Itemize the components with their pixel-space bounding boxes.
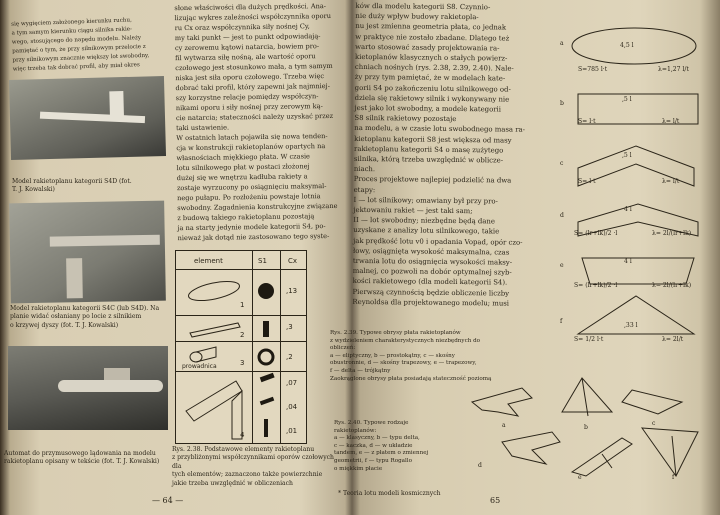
row-number: 1 [240,301,245,309]
plane-sketch-b [562,378,612,416]
plane-label: a [502,422,506,429]
photo3-caption: Automat do przymusowego lądowania na modelu rakietoplanu opisany w tekście (fot. T. J. Kowalski) [4,450,160,466]
row-number: 4 [240,431,245,439]
page-number-left: — 64 — [152,496,184,505]
model-fin [109,91,124,121]
wing-dim: ,33 l [624,322,638,329]
wing-formula: S= (lr+lk)/2 ·l [574,230,618,237]
plane-sketch-f [642,428,698,476]
rocket-plane-types-figure [462,372,702,484]
table-header-s1: S1 [258,257,267,265]
wing-label: f [560,318,563,325]
wing-formula: λ= 2l/(lr+lk) [652,230,692,237]
cx-value: ,13 [286,287,298,295]
model-wing [40,112,145,124]
wing-formula: S=785 l·t [578,66,608,73]
table-caption: Rys. 2.38. Podstawowe elementy rakietoplanu z przybliżonymi współczynnikami oporów czołowych dla tych elementów; zaznaczono także powierzchnie jakie trzeba uwzględnić w obliczeniach [172,446,334,487]
guide-tube-sketch [196,347,216,362]
nose-cone-sketch [187,278,241,304]
left-column-text: słone właściwości dla dużych prędkości. Ana- lizując wykres zależności współczynnika oporu ru Cx oraz współczynnika siły nośnej Cy, my taki punkt — jest to punkt odpowiadają- cy zerowemu kątowi natarcia, bowiem pro- fil wytwarza siłę nośną, ale wartość oporu czołowego jest stosunkowo mała, a tym samym niska jest siła oporu czołowego. Trzeba więc dobrać taki profil, który zapewni jak najmniej- szy korzystne relacje pomiędzy współczyn- nikami oporu i siły nośnej przy zerowym ką- cie natarcia; stateczności należy uzyskać przez taki ustawienie. W ostatnich latach pojawiła się nowa tenden- cja w konstrukcji rakietoplanów opartych na własnościach miękkiego płata. W czasie lotu silnikowego płat w postaci złożonej dużej się we wnętrzu kadłuba rakiety a zostaje wyrzucony po osiągnięciu maksymal- nego pułapu. Po rozłożeniu powstaje lotnia swobodny. Zagadnienia konstrukcyjne związane z budową takiego rakietoplanu pozostają ja na starty jedynie modele kategorii S4, po- nieważ jak dotąd nie zastosowano tego syste- [174,2,338,243]
photo-model-s4d [9,76,166,160]
plane-label: e [578,474,582,481]
fuselage-sketch [190,323,240,337]
page-number-right: 65 [490,496,501,505]
drag-coefficient-table [175,250,307,444]
label-prowadnica: prowadnica [182,363,217,370]
s1-slab-1 [260,373,275,382]
row-number: 2 [240,331,245,339]
plane-label: d [478,462,482,469]
fig239-caption: Rys. 2.39. Typowe obrysy płata rakietoplanów z wydzieleniem charakterystycznych niezbędnych do obliczeń: a — eliptyczny, b — prostokątny, c — skośny obustronnie, d — skośny trapezowy, e — trapezowy, f — delta — trójkątny Zaokrąglone obrysy płata posiadają stateczność poziomą [330,330,492,382]
wing-elliptic [572,28,696,64]
s1-circle-filled [258,283,274,299]
plane-label: b [584,424,588,431]
wing-label: e [560,262,564,269]
wing-formula: λ= l/t [662,118,680,125]
fig240-caption: Rys. 2.40. Typowe rodzaje rakietoplanów: a — klasyczny, b — typu delta, c — kaczka, d — w układzie tandem, e — z płatem o zmiennej geometrii, f — typu Rogallo o miękkim płacie [334,420,429,472]
wing-formula: λ= l/t [662,178,680,185]
plane-sketch-a [472,388,532,416]
s1-bar [263,321,269,337]
photo-model-s4c [9,201,166,304]
model-body [50,235,160,247]
wing-formula: S= l·t [578,118,596,125]
wing-label: b [560,100,564,107]
right-page [330,0,720,515]
wing-formula: λ= 2l/(lr+lk) [652,282,692,289]
plane-label: f [672,474,675,481]
s1-ring [259,350,273,364]
wing-label: a [560,40,564,47]
wing-dim: 4 l [624,206,632,213]
wing-label: d [560,212,564,219]
wing-dim: ,5 l [622,96,632,103]
wing-formula: λ= 2l/t [662,336,684,343]
s1-slab-2 [260,397,275,406]
wing-dim: ,5 l [622,152,632,159]
photo2-caption: Model rakietoplanu kategorii S4C (lub S4D). Na planie widać osłaniany po locie z silnikiem o krzywej dyszy (fot. T. J. Kowalski) [10,305,160,329]
plane-sketch-d [502,432,560,464]
wing-sketch [186,381,242,421]
element-sketches [176,251,306,443]
cx-value: ,04 [286,403,298,411]
cx-value: ,2 [286,353,293,361]
wing-formula: S= l·t [578,178,596,185]
wing-label: c [560,160,564,167]
cx-value: ,01 [286,427,298,435]
right-column-text: ków dla modelu kategorii S8. Czynnio- nie duży wpływ budowy rakietopla- nu jest zmienna geometria płata, co jednak w praktyce nie zostało zbadane. Dlatego też warto stosować zasady projektowania ra- kietoplanów klasycznych o stałych powierz- chniach nośnych (rys. 2.38, 2.39, 2.40). Nale- ży przy tym pamiętać, że w modelach kate- gorii S4 po zakończeniu lotu silnikowego od- dziela się rakietowy silnik i wykonywany nie jest jako lot swobodny, a modele kategorii S8 silnik rakietowy pozostaje na modelu, a w czasie lotu swobodnego masa ra- kietoplanu kategorii S8 jest większa od masy rakietoplanu kategorii S4 o masę zużytego silnika, którą trzeba uwzględnić w oblicze- niach. Proces projektowe najlepiej podzielić na dwa etapy: I — lot silnikowy; omawiany był przy pro- jektowaniu rakiet — jest taki sam; II — lot swobodny; niezbędne będą dane uzyskane z analizy lotu silnikowego, takie jak prędkość lotu v0 i opadania Vopad, opór czo- łowy, osiągnięta wysokość maksymalna, czas trwania lotu do osiągnięcia wysokości maksy- malnej, co pozwoli na dobór optymalnej szyb- kości rakietowego (dla modeli kategorii S4). Pierwszą czynnością będzie obliczenie liczby Reynoldsa dla projektowanego modelu; musi [352,1,526,308]
wing-formula: S= 1/2 l·t [574,336,604,343]
footer-note: * Teoria lotu modeli kosmicznych [338,490,441,497]
wing-formula: λ=1,27 l/t [658,66,689,73]
model-rudder [66,258,83,298]
photo-landing-automat [8,346,168,430]
cx-value: ,07 [286,379,298,387]
cx-value: ,3 [286,323,293,331]
model-fuselage [58,380,163,392]
s1-slab-3 [264,419,268,437]
plane-label: c [652,420,656,427]
wing-formula: S= (lr+lk)/2 ·l [574,282,618,289]
wing-trapezoid [582,258,694,284]
left-top-text: się wygięciem założonego kierunku ruchu, a tym samym kierunku ciągu silnika rakie- wego, stosującego do napędu modelu. Należy pamiętać o tym, że przy silnikowym przelocie z przy silnikowym znacznie większy lot swobodny, więc trzeba tak dobrać profil, aby miał okres [11,17,150,73]
wing-rectangular [578,94,698,124]
table-header-element: element [194,257,223,265]
model-tailplane [104,368,130,380]
photo1-caption: Model rakietoplanu kategorii S4D (fot. T. J. Kowalski) [12,178,132,194]
left-page [0,0,350,515]
plane-sketch-e [572,438,632,476]
row-number: 3 [240,359,245,367]
table-header-cx: Cx [288,257,298,265]
plane-sketch-c [622,390,682,414]
wing-dim: 4,5 l [620,42,634,49]
wing-dim: 4 l [624,258,632,265]
